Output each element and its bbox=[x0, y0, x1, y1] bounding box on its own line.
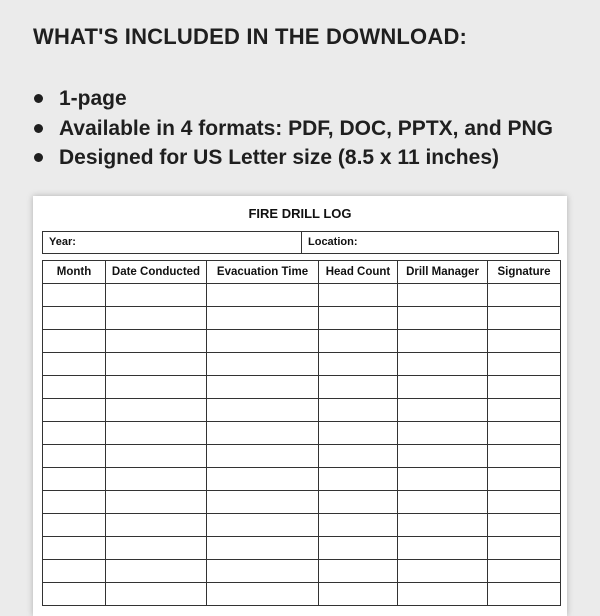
table-cell bbox=[207, 307, 319, 330]
column-header-evacuation-time: Evacuation Time bbox=[207, 261, 319, 284]
table-cell bbox=[398, 284, 488, 307]
table-row bbox=[43, 468, 561, 491]
table-cell bbox=[488, 330, 561, 353]
table-cell bbox=[43, 537, 106, 560]
table-cell bbox=[207, 445, 319, 468]
table-cell bbox=[106, 284, 207, 307]
table-cell bbox=[43, 445, 106, 468]
table-cell bbox=[106, 445, 207, 468]
table-cell bbox=[43, 560, 106, 583]
table-cell bbox=[319, 514, 398, 537]
log-table-body bbox=[43, 284, 561, 606]
table-row bbox=[43, 284, 561, 307]
table-cell bbox=[488, 583, 561, 606]
table-cell bbox=[207, 560, 319, 583]
table-cell bbox=[398, 422, 488, 445]
table-cell bbox=[106, 307, 207, 330]
fire-drill-log-preview bbox=[33, 196, 567, 616]
table-cell bbox=[319, 468, 398, 491]
column-header-head-count: Head Count bbox=[319, 261, 398, 284]
table-cell bbox=[488, 353, 561, 376]
table-cell bbox=[398, 399, 488, 422]
table-cell bbox=[319, 376, 398, 399]
table-row bbox=[43, 560, 561, 583]
table-row bbox=[43, 376, 561, 399]
table-cell bbox=[207, 537, 319, 560]
table-cell bbox=[207, 583, 319, 606]
table-cell bbox=[488, 468, 561, 491]
location-field: Location: bbox=[308, 236, 358, 248]
column-header-drill-manager: Drill Manager bbox=[398, 261, 488, 284]
bullet-icon bbox=[34, 94, 43, 103]
table-cell bbox=[398, 330, 488, 353]
table-cell bbox=[106, 537, 207, 560]
table-cell bbox=[488, 514, 561, 537]
included-list-item bbox=[33, 143, 553, 173]
table-row bbox=[43, 514, 561, 537]
column-header-month: Month bbox=[43, 261, 106, 284]
table-cell bbox=[319, 537, 398, 560]
log-table bbox=[42, 260, 561, 606]
column-header-signature: Signature bbox=[488, 261, 561, 284]
table-cell bbox=[106, 583, 207, 606]
table-cell bbox=[207, 284, 319, 307]
table-cell bbox=[398, 583, 488, 606]
table-cell bbox=[43, 514, 106, 537]
table-cell bbox=[43, 307, 106, 330]
table-row bbox=[43, 491, 561, 514]
table-cell bbox=[398, 560, 488, 583]
table-cell bbox=[106, 353, 207, 376]
table-cell bbox=[207, 376, 319, 399]
table-cell bbox=[319, 399, 398, 422]
table-cell bbox=[398, 491, 488, 514]
table-cell bbox=[319, 560, 398, 583]
table-cell bbox=[207, 422, 319, 445]
table-row bbox=[43, 399, 561, 422]
table-cell bbox=[319, 353, 398, 376]
log-info-box bbox=[42, 231, 559, 254]
year-field: Year: bbox=[43, 232, 302, 253]
table-cell bbox=[43, 491, 106, 514]
table-cell bbox=[106, 422, 207, 445]
included-item-text: 1-page bbox=[59, 87, 127, 110]
table-cell bbox=[488, 284, 561, 307]
table-cell bbox=[43, 583, 106, 606]
table-row bbox=[43, 583, 561, 606]
table-cell bbox=[319, 583, 398, 606]
included-list-item bbox=[33, 84, 553, 114]
included-item-text: Available in 4 formats: PDF, DOC, PPTX, and PNG bbox=[59, 116, 553, 140]
table-cell bbox=[106, 399, 207, 422]
table-row bbox=[43, 353, 561, 376]
table-row bbox=[43, 307, 561, 330]
table-cell bbox=[43, 422, 106, 445]
table-cell bbox=[43, 399, 106, 422]
table-cell bbox=[207, 399, 319, 422]
table-cell bbox=[106, 491, 207, 514]
table-cell bbox=[398, 537, 488, 560]
log-table-header-row bbox=[43, 261, 561, 284]
table-cell bbox=[488, 422, 561, 445]
table-cell bbox=[43, 376, 106, 399]
table-cell bbox=[106, 560, 207, 583]
table-cell bbox=[43, 468, 106, 491]
table-cell bbox=[207, 491, 319, 514]
table-cell bbox=[319, 445, 398, 468]
table-cell bbox=[398, 514, 488, 537]
bullet-icon bbox=[34, 153, 43, 162]
included-item-text: Designed for US Letter size (8.5 x 11 inches) bbox=[59, 146, 499, 169]
table-cell bbox=[43, 284, 106, 307]
page-heading: WHAT'S INCLUDED IN THE DOWNLOAD: bbox=[33, 24, 468, 49]
table-cell bbox=[488, 491, 561, 514]
table-row bbox=[43, 445, 561, 468]
table-cell bbox=[319, 491, 398, 514]
table-cell bbox=[106, 468, 207, 491]
table-row bbox=[43, 422, 561, 445]
table-cell bbox=[488, 560, 561, 583]
table-cell bbox=[207, 353, 319, 376]
table-cell bbox=[488, 537, 561, 560]
table-cell bbox=[106, 514, 207, 537]
table-cell bbox=[207, 514, 319, 537]
table-cell bbox=[106, 330, 207, 353]
table-cell bbox=[319, 330, 398, 353]
table-cell bbox=[207, 468, 319, 491]
table-cell bbox=[398, 307, 488, 330]
table-cell bbox=[319, 284, 398, 307]
table-cell bbox=[398, 353, 488, 376]
table-cell bbox=[207, 330, 319, 353]
table-cell bbox=[43, 353, 106, 376]
table-row bbox=[43, 330, 561, 353]
log-title: FIRE DRILL LOG bbox=[248, 206, 352, 221]
table-cell bbox=[106, 376, 207, 399]
table-cell bbox=[488, 399, 561, 422]
table-cell bbox=[398, 468, 488, 491]
table-cell bbox=[488, 307, 561, 330]
column-header-date-conducted: Date Conducted bbox=[106, 261, 207, 284]
table-row bbox=[43, 537, 561, 560]
included-list bbox=[33, 84, 553, 173]
table-cell bbox=[43, 330, 106, 353]
table-cell bbox=[488, 445, 561, 468]
table-cell bbox=[398, 376, 488, 399]
bullet-icon bbox=[34, 124, 43, 133]
table-cell bbox=[319, 307, 398, 330]
table-cell bbox=[398, 445, 488, 468]
included-list-item bbox=[33, 114, 553, 144]
table-cell bbox=[488, 376, 561, 399]
table-cell bbox=[319, 422, 398, 445]
